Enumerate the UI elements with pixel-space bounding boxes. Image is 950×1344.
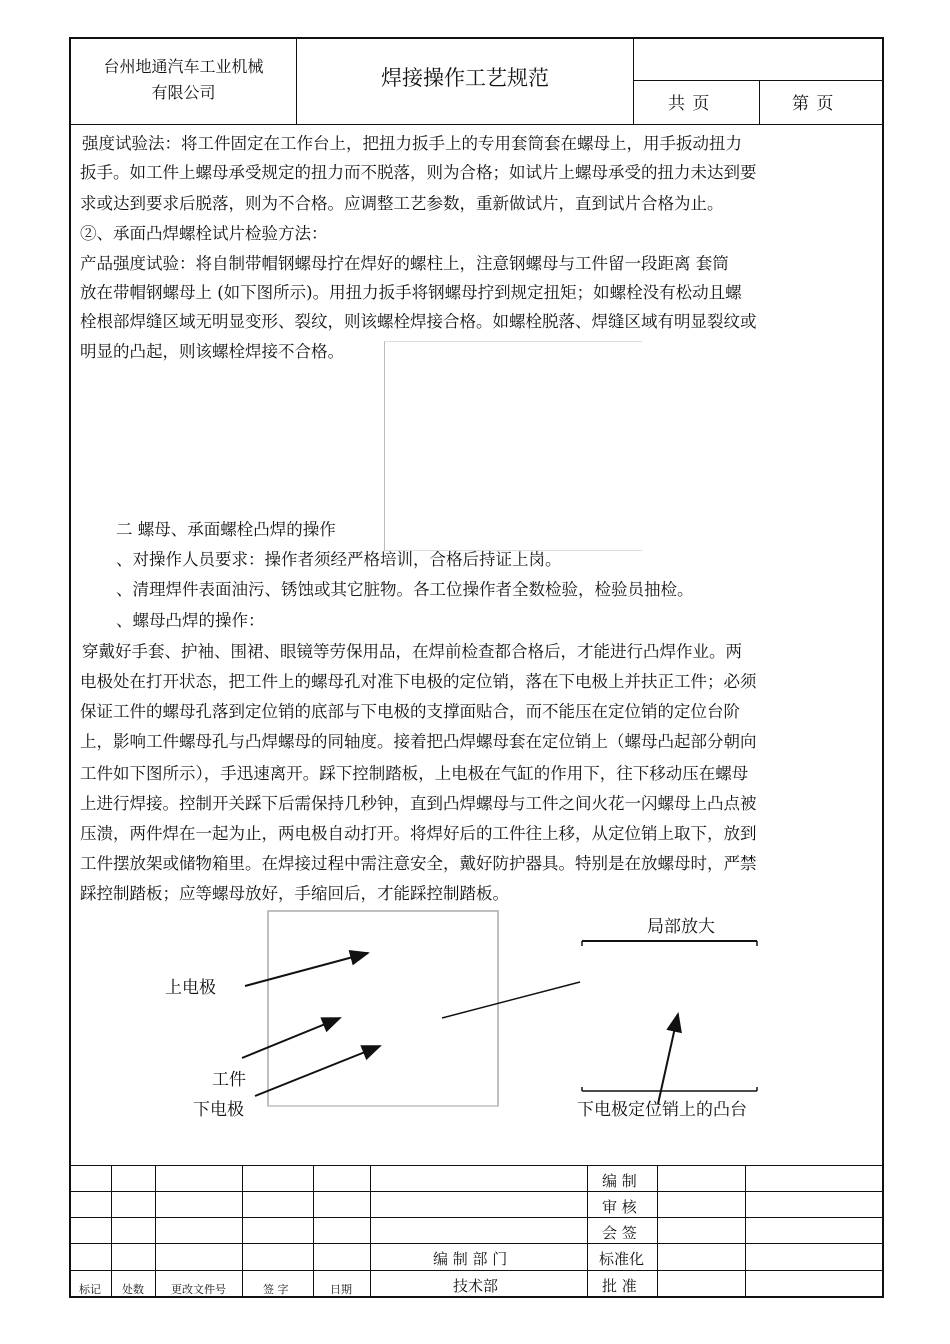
zoom-leader-line bbox=[442, 982, 580, 1018]
label-upper-electrode: 上电极 bbox=[165, 978, 216, 998]
para-line: 工件如下图所示），手迅速离开。踩下控制踏板，上电极在气缸的作用下，往下移动压在螺母 bbox=[80, 764, 749, 783]
item-cleaning: 、清理焊件表面油污、锈蚀或其它脏物。各工位操作者全数检验，检验员抽检。 bbox=[116, 580, 694, 599]
body-line: 放在带帽钢螺母上 (如下图所示)。用扭力扳手将钢螺母拧到规定扭矩；如螺栓没有松动且螺 bbox=[80, 283, 742, 302]
label-boss: 下电极定位销上的凸台 bbox=[577, 1100, 747, 1120]
arrow-workpiece bbox=[242, 1018, 340, 1058]
body-line: 求或达到要求后脱落，则为不合格。应调整工艺参数，重新做试片，直到试片合格为止。 bbox=[80, 194, 724, 213]
arrow-lower-electrode bbox=[255, 1046, 380, 1096]
footer-dept-value: 技术部 bbox=[453, 1277, 499, 1295]
item-operator-requirements: 、对操作人员要求：操作者须经严格培训，合格后持证上岗。 bbox=[116, 550, 562, 569]
label-zoom: 局部放大 bbox=[647, 917, 715, 937]
para-line: 穿戴好手套、护袖、围裙、眼镜等劳保用品，在焊前检查都合格后，才能进行凸焊作业。两 bbox=[82, 642, 742, 661]
para-line: 踩控制踏板；应等螺母放好，手缩回后，才能踩控制踏板。 bbox=[80, 884, 509, 903]
body-line: 产品强度试验：将自制带帽钢螺母拧在焊好的螺柱上，注意钢螺母与工件留一段距离 套筒 bbox=[80, 254, 729, 273]
footer-mark: 标记 bbox=[79, 1283, 101, 1296]
footer-edit: 编 制 bbox=[602, 1172, 637, 1190]
section2-title: 二 螺母、承面螺栓凸焊的操作 bbox=[116, 518, 336, 542]
label-lower-electrode: 下电极 bbox=[193, 1100, 244, 1120]
body-line: ②、承面凸焊螺栓试片检验方法： bbox=[80, 224, 328, 243]
para-line: 保证工件的螺母孔落到定位销的底部与下电极的支撑面贴合，而不能压在定位销的定位台阶 bbox=[80, 702, 740, 721]
para-line: 电极处在打开状态，把工件上的螺母孔对准下电极的定位销，落在下电极上并扶正工件；必须 bbox=[80, 672, 757, 691]
item-nut-welding: 、螺母凸焊的操作： bbox=[116, 611, 265, 630]
footer-sign: 签 字 bbox=[263, 1283, 289, 1296]
footer-dept-label: 编 制 部 门 bbox=[433, 1250, 508, 1268]
footer-top-rule bbox=[69, 1165, 884, 1166]
company-line-2: 有限公司 bbox=[151, 83, 216, 102]
body-line: 扳手。如工件上螺母承受规定的扭力而不脱落，则为合格；如试片上螺母承受的扭力未达到要 bbox=[80, 163, 757, 182]
document-title: 焊接操作工艺规范 bbox=[381, 66, 549, 90]
page-number: 第 页 bbox=[792, 94, 835, 114]
body-line: 强度试验法：将工件固定在工作台上，把扭力扳手上的专用套筒套在螺母上，用手扳动扭力 bbox=[82, 134, 742, 153]
footer-doc-no: 更改文件号 bbox=[171, 1283, 226, 1296]
label-workpiece: 工件 bbox=[212, 1070, 246, 1090]
company-line-1: 台州地通汽车工业机械 bbox=[103, 57, 264, 76]
para-line: 上，影响工件螺母孔与凸焊螺母的同轴度。接着把凸焊螺母套在定位销上（螺母凸起部分朝向 bbox=[80, 732, 757, 751]
arrow-upper-electrode bbox=[245, 953, 368, 986]
para-line: 上进行焊接。控制开关踩下后需保持几秒钟，直到凸焊螺母与工件之间火花一闪螺母上凸点被 bbox=[80, 794, 757, 813]
footer-review: 审 核 bbox=[602, 1198, 637, 1216]
para-line: 压溃，两件焊在一起为止，两电极自动打开。将焊好后的工件往上移，从定位销上取下，放到 bbox=[80, 824, 757, 843]
footer-approve: 批 准 bbox=[602, 1277, 637, 1295]
para-line: 工件摆放架或储物箱里。在焊接过程中需注意安全，戴好防护器具。特别是在放螺母时，严禁 bbox=[80, 854, 757, 873]
body-line: 栓根部焊缝区域无明显变形、裂纹，则该螺栓焊接合格。如螺栓脱落、焊缝区域有明显裂纹或 bbox=[80, 312, 757, 331]
body-line: 明显的凸起，则该螺栓焊接不合格。 bbox=[80, 342, 344, 361]
footer-standardization: 标准化 bbox=[599, 1250, 645, 1268]
total-pages: 共 页 bbox=[668, 94, 711, 114]
footer-count: 处数 bbox=[122, 1283, 144, 1296]
footer-date: 日期 bbox=[330, 1283, 352, 1296]
footer-countersign: 会 签 bbox=[602, 1224, 637, 1242]
